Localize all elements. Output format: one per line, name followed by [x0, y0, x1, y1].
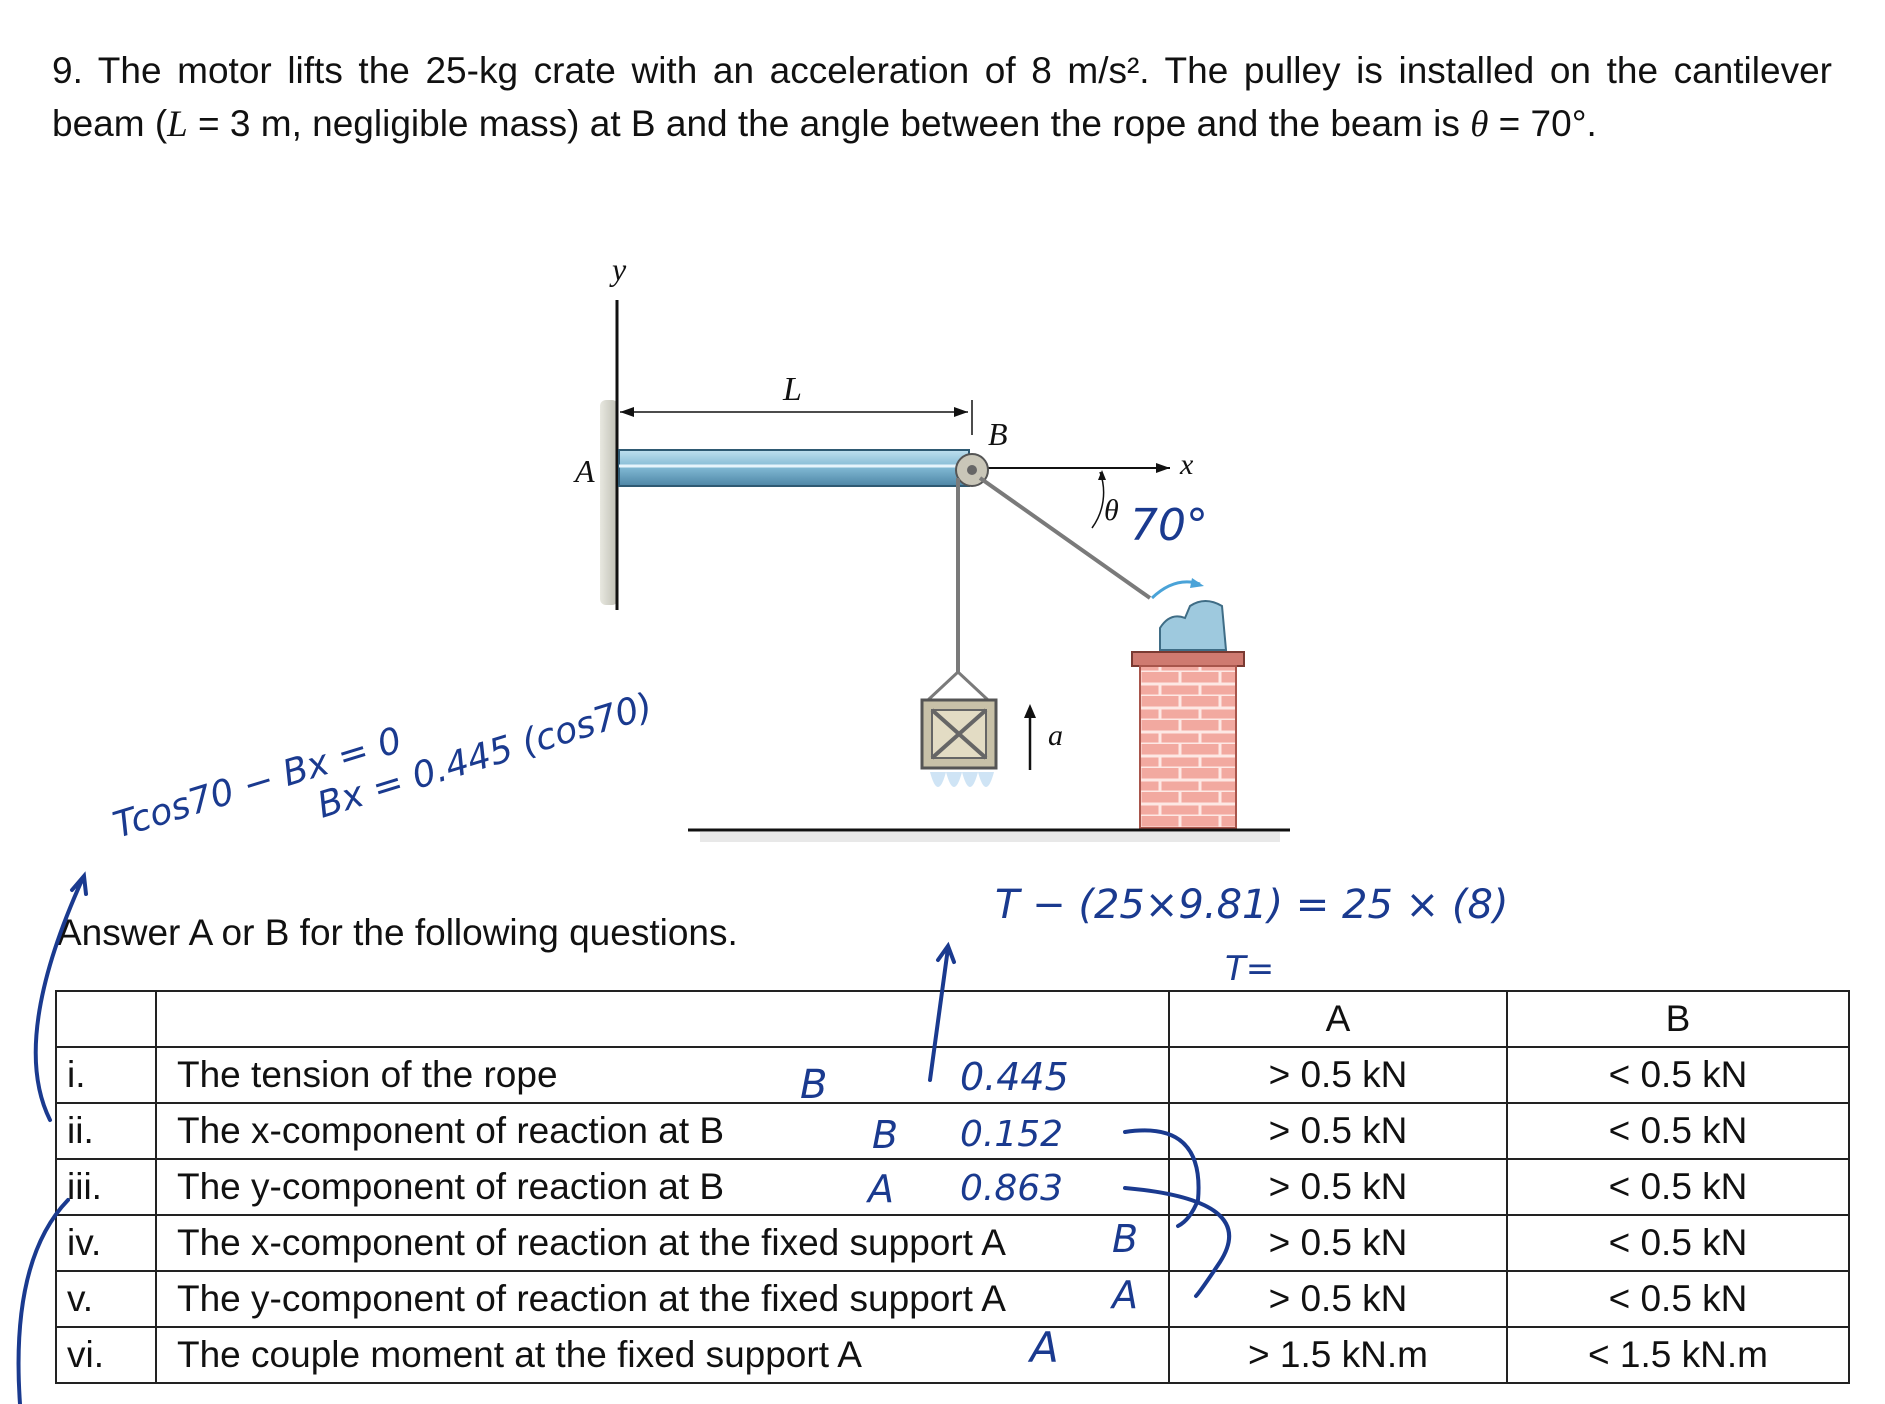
hw-row3-value: 0.863 — [960, 1168, 1064, 1209]
L-symbol: L — [167, 104, 188, 145]
label-L: L — [783, 371, 802, 408]
hw-eq1: Tcos70 − Bx = 0 — [108, 719, 407, 847]
hw-row6-choice: A — [1030, 1323, 1059, 1372]
hw-row5-choice: A — [1112, 1273, 1138, 1317]
cantilever-beam — [619, 450, 969, 486]
hw-row2-value: 0.152 — [960, 1114, 1064, 1155]
option-b-cell[interactable]: < 0.5 kN — [1507, 1047, 1849, 1103]
hw-eq4: T= — [1225, 949, 1275, 989]
hw-eq2: Bx = 0.445 (cos70) — [312, 685, 658, 827]
label-y: y — [612, 251, 627, 287]
problem-statement — [52, 44, 1832, 151]
option-a-cell[interactable]: > 0.5 kN — [1169, 1103, 1507, 1159]
answer-prompt: Answer A or B for the following questions. — [57, 912, 738, 953]
table-row: iii. The y-component of reaction at B > 0.5 kN < 0.5 kN — [56, 1159, 1849, 1215]
label-x: x — [1180, 448, 1194, 481]
hw-row3-choice: A — [868, 1167, 894, 1211]
option-a-cell[interactable]: > 1.5 kN.m — [1169, 1327, 1507, 1383]
header-option-b: B — [1507, 991, 1849, 1047]
option-a-cell[interactable]: > 0.5 kN — [1169, 1159, 1507, 1215]
table-row: ii. The x-component of reaction at B > 0.5 kN < 0.5 kN — [56, 1103, 1849, 1159]
option-b-cell[interactable]: < 0.5 kN — [1507, 1103, 1849, 1159]
rope-inclined — [980, 478, 1150, 598]
option-b-cell[interactable]: < 0.5 kN — [1507, 1271, 1849, 1327]
theta-symbol: θ — [1470, 104, 1489, 145]
problem-text-3: = 3 m, negligible mass) at B and the angle between the rope and the beam is — [187, 103, 1471, 144]
hw-row1-value: 0.445 — [960, 1055, 1069, 1099]
problem-text-1: The motor lifts the 25-kg crate with an acceleration of 8 m/s². — [97, 50, 1150, 91]
option-a-cell[interactable]: > 0.5 kN — [1169, 1047, 1507, 1103]
beam-figure — [0, 240, 1885, 880]
table-row: v. The y-component of reaction at the fixed support A > 0.5 kN < 0.5 kN — [56, 1271, 1849, 1327]
table-row: i. The tension of the rope > 0.5 kN < 0.5 kN — [56, 1047, 1849, 1103]
problem-number: 9. — [52, 50, 83, 91]
motor — [1160, 601, 1226, 650]
hw-angle: 70° — [1130, 500, 1208, 551]
hw-eq3: T − (25×9.81) = 25 × (8) — [995, 882, 1509, 928]
label-a: a — [1048, 719, 1063, 752]
table-row: iv. The x-component of reaction at the fixed support A > 0.5 kN < 0.5 kN — [56, 1215, 1849, 1271]
hw-row4-choice: B — [1112, 1217, 1139, 1261]
hw-row2-choice: B — [872, 1113, 899, 1157]
hw-row1-choice: B — [800, 1062, 828, 1108]
header-option-a: A — [1169, 991, 1507, 1047]
table-row: vi. The couple moment at the fixed support A > 1.5 kN.m < 1.5 kN.m — [56, 1327, 1849, 1383]
label-B: B — [988, 416, 1008, 452]
question-table — [55, 990, 1850, 1384]
problem-text-2: The pulley is installed on the cantilever beam ( — [52, 50, 1832, 144]
label-theta: θ — [1104, 494, 1119, 527]
option-a-cell[interactable]: > 0.5 kN — [1169, 1271, 1507, 1327]
fixed-wall-shading — [600, 400, 618, 605]
problem-text-4: = 70°. — [1488, 103, 1597, 144]
option-b-cell[interactable]: < 0.5 kN — [1507, 1215, 1849, 1271]
label-A: A — [575, 453, 595, 489]
option-a-cell[interactable]: > 0.5 kN — [1169, 1215, 1507, 1271]
option-b-cell[interactable]: < 1.5 kN.m — [1507, 1327, 1849, 1383]
table-header-row — [56, 991, 1849, 1047]
option-b-cell[interactable]: < 0.5 kN — [1507, 1159, 1849, 1215]
brick-pedestal — [1140, 666, 1236, 828]
